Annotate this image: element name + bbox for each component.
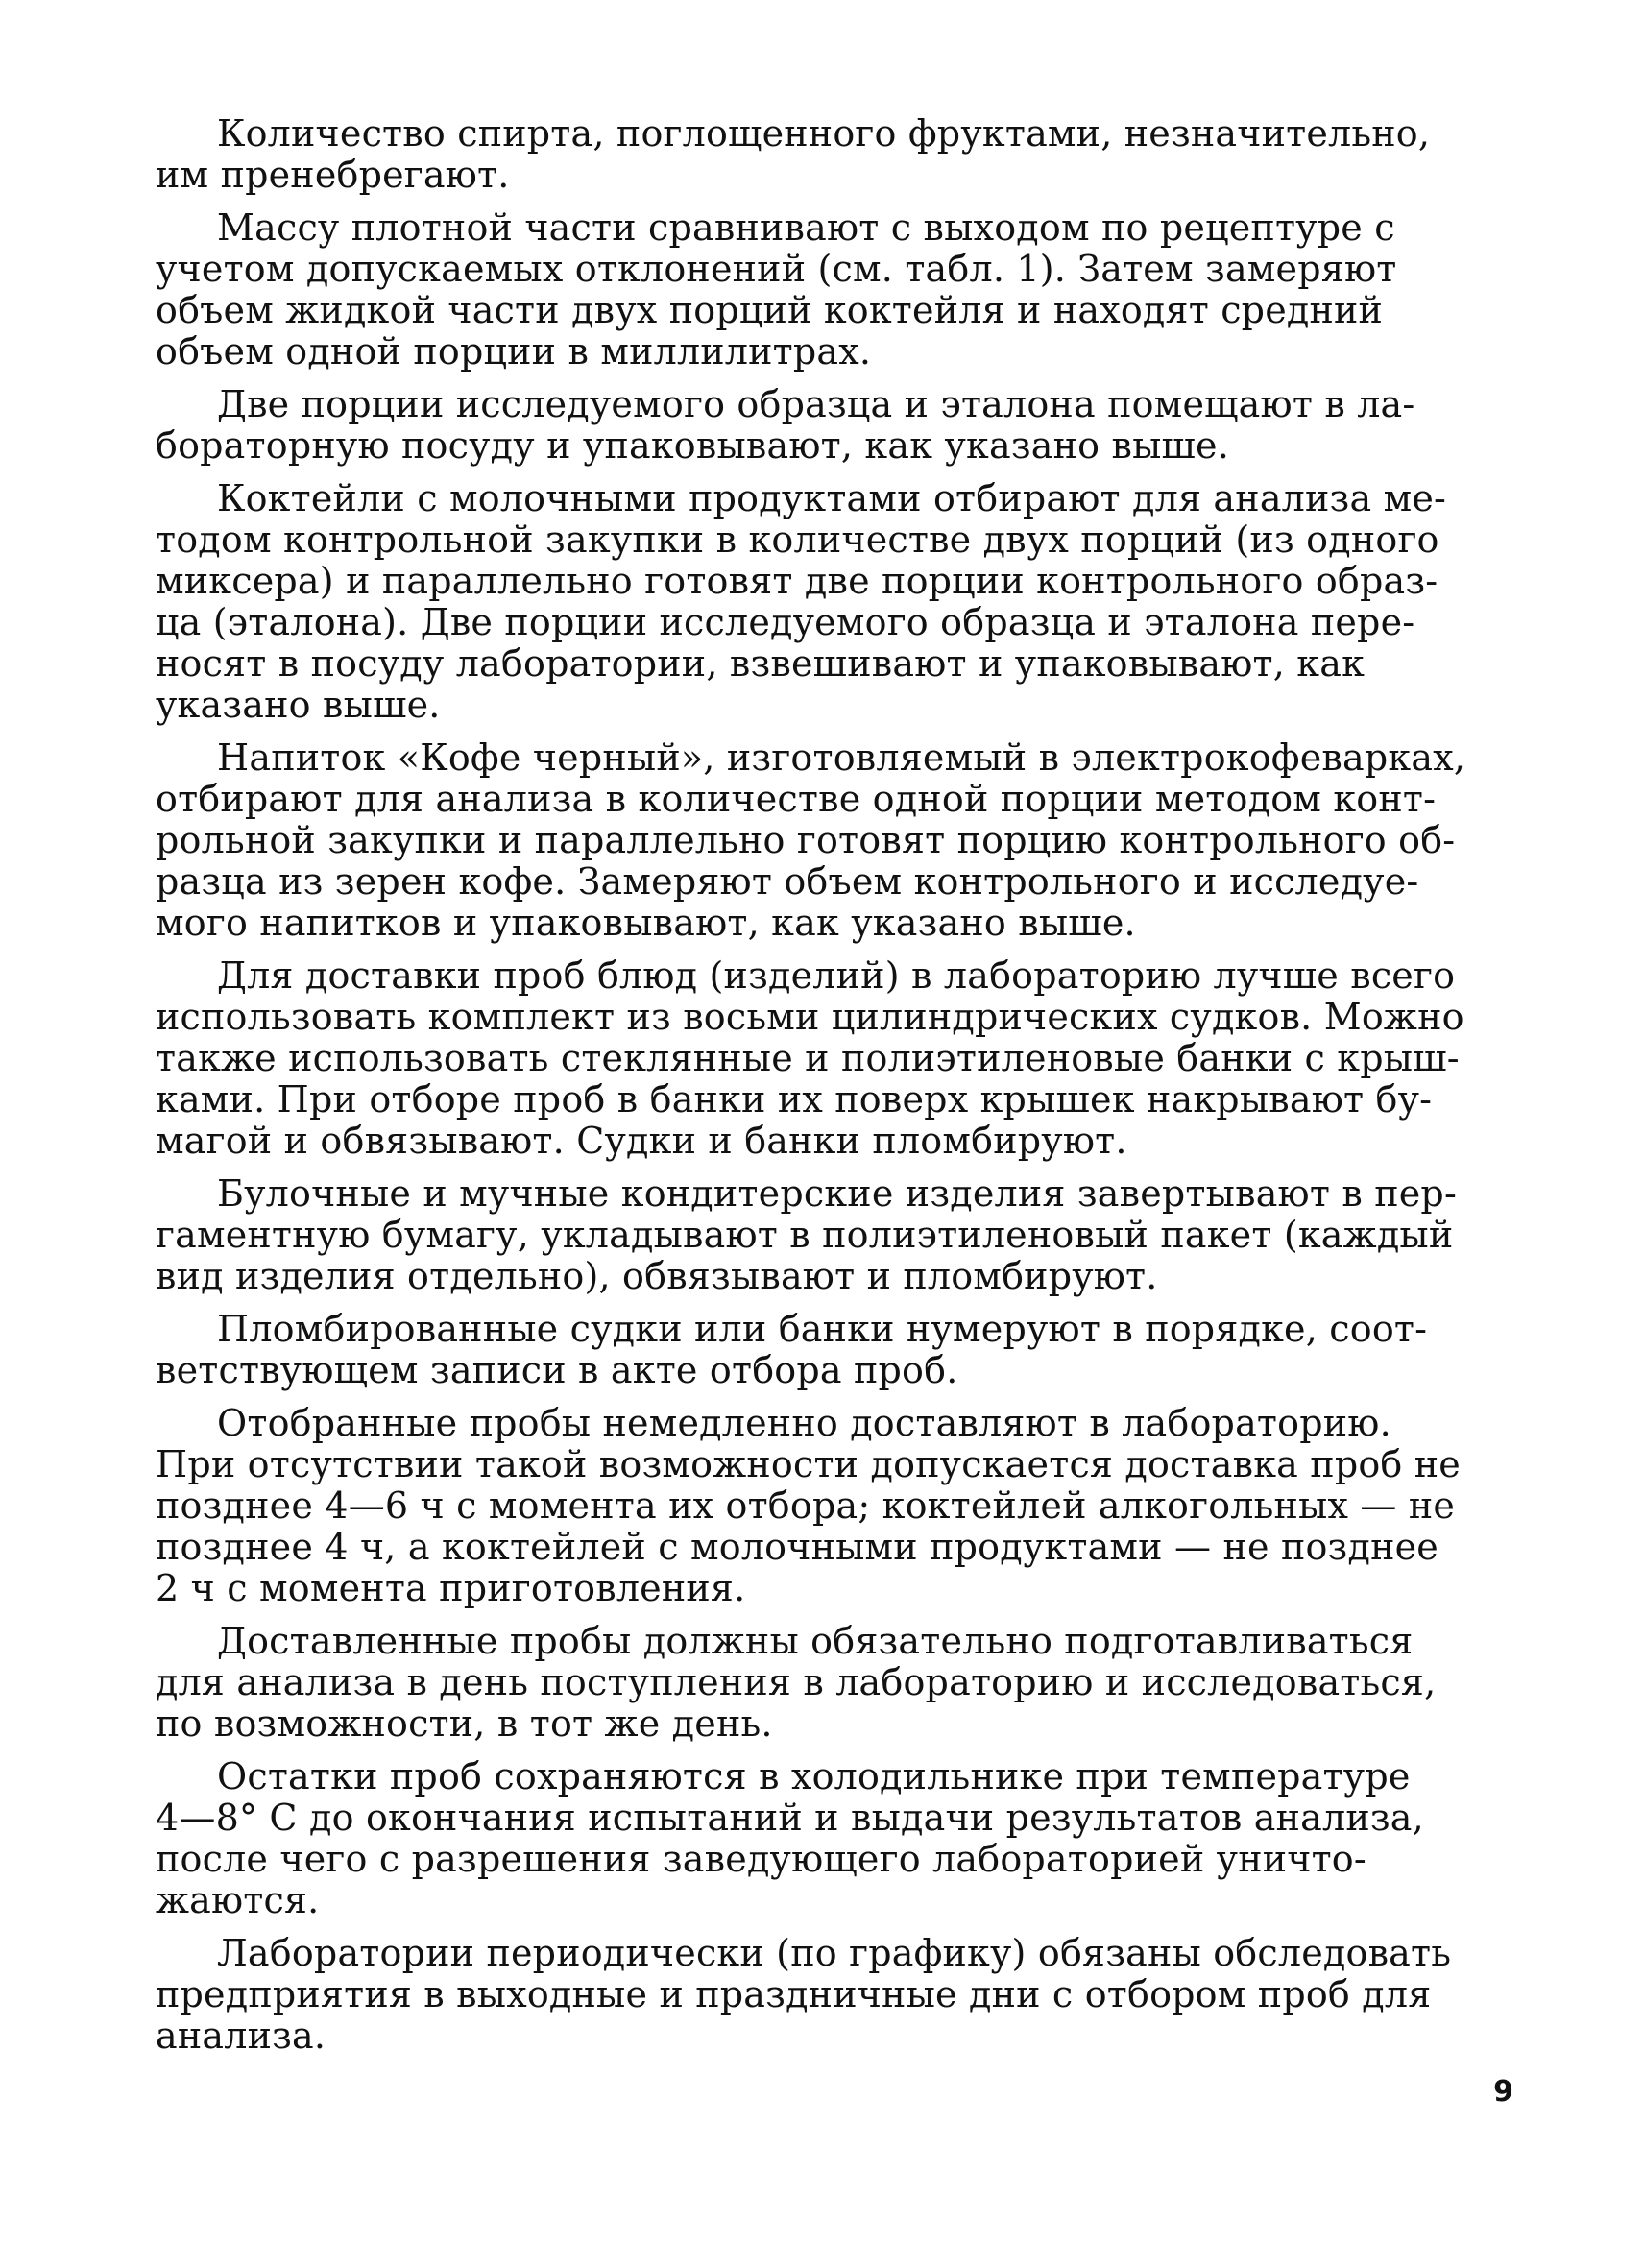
paragraph-sample-preparation: Доставленные пробы должны обязательно подготавливаться для анализа в день поступления в лабораторию и исследоваться, по возможности, в тот же день.	[156, 1620, 1437, 1745]
paragraph-bakery-products: Булочные и мучные кондитерские изделия завертывают в пер- гаментную бумагу, укладывают в полиэтиленовый пакет (каждый вид изделия отдельно), обвязывают и пломбируют.	[156, 1172, 1457, 1297]
paragraph-delivery-time: Отобранные пробы немедленно доставляют в лабораторию. При отсутствии такой возможности допускается доставка проб не позднее 4—6 ч с момента их отбора; коктейлей алкогольных — не позднее 4 ч, а коктейлей с молочными продуктами — не позднее 2 ч с момента приготовления.	[156, 1402, 1461, 1609]
page-number: 9	[1493, 2075, 1513, 2109]
paragraph-sample-storage: Остатки проб сохраняются в холодильнике при температуре 4—8° С до окончания испытаний и выдачи результатов анализа, после чего с разрешения заведующего лабораторией уничто- жаются.	[156, 1755, 1424, 1921]
paragraph-sample-delivery-containers: Для доставки проб блюд (изделий) в лабораторию лучше всего использовать комплект из восьми цилиндрических судков. Можно также использовать стеклянные и полиэтиленовые банки с крыш- ками. При отборе проб в банки их поверх крышек накрывают бу- магой и обвязывают. Судки и банки пломбируют.	[156, 954, 1464, 1162]
paragraph-periodic-inspections: Лаборатории периодически (по графику) обязаны обследовать предприятия в выходные и праздничные дни с отбором проб для анализа.	[156, 1932, 1452, 2057]
paragraph-solid-part-mass: Массу плотной части сравнивают с выходом по рецептуре с учетом допускаемых отклонений (см. табл. 1). Затем замеряют объем жидкой части двух порций коктейля и находят средний объем одной порции в миллилитрах.	[156, 206, 1397, 373]
paragraph-black-coffee: Напиток «Кофе черный», изготовляемый в электрокофеварках, отбирают для анализа в количестве одной порции методом конт- рольной закупки и параллельно готовят порцию контрольного об- разца из зерен кофе. Замеряют объем контрольного и исследуе- мого напитков и упаковывают, как указано выше.	[156, 736, 1466, 944]
paragraph-sample-and-standard: Две порции исследуемого образца и эталона помещают в ла- бораторную посуду и упаковывают, как указано выше.	[156, 383, 1415, 467]
paragraph-milk-cocktails: Коктейли с молочными продуктами отбирают для анализа ме- тодом контрольной закупки в количестве двух порций (из одного миксера) и параллельно готовят две порции контрольного образ- ца (эталона). Две порции исследуемого образца и эталона пере- носят в посуду лаборатории, взвешивают и упаковывают, как указано выше.	[156, 477, 1447, 726]
paragraph-alcohol-absorbed: Количество спирта, поглощенного фруктами, незначительно, им пренебрегают.	[156, 112, 1431, 196]
body-text	[156, 113, 1496, 2068]
paragraph-sealed-containers: Пломбированные судки или банки нумеруют в порядке, соот- ветствующем записи в акте отбора проб.	[156, 1308, 1428, 1391]
